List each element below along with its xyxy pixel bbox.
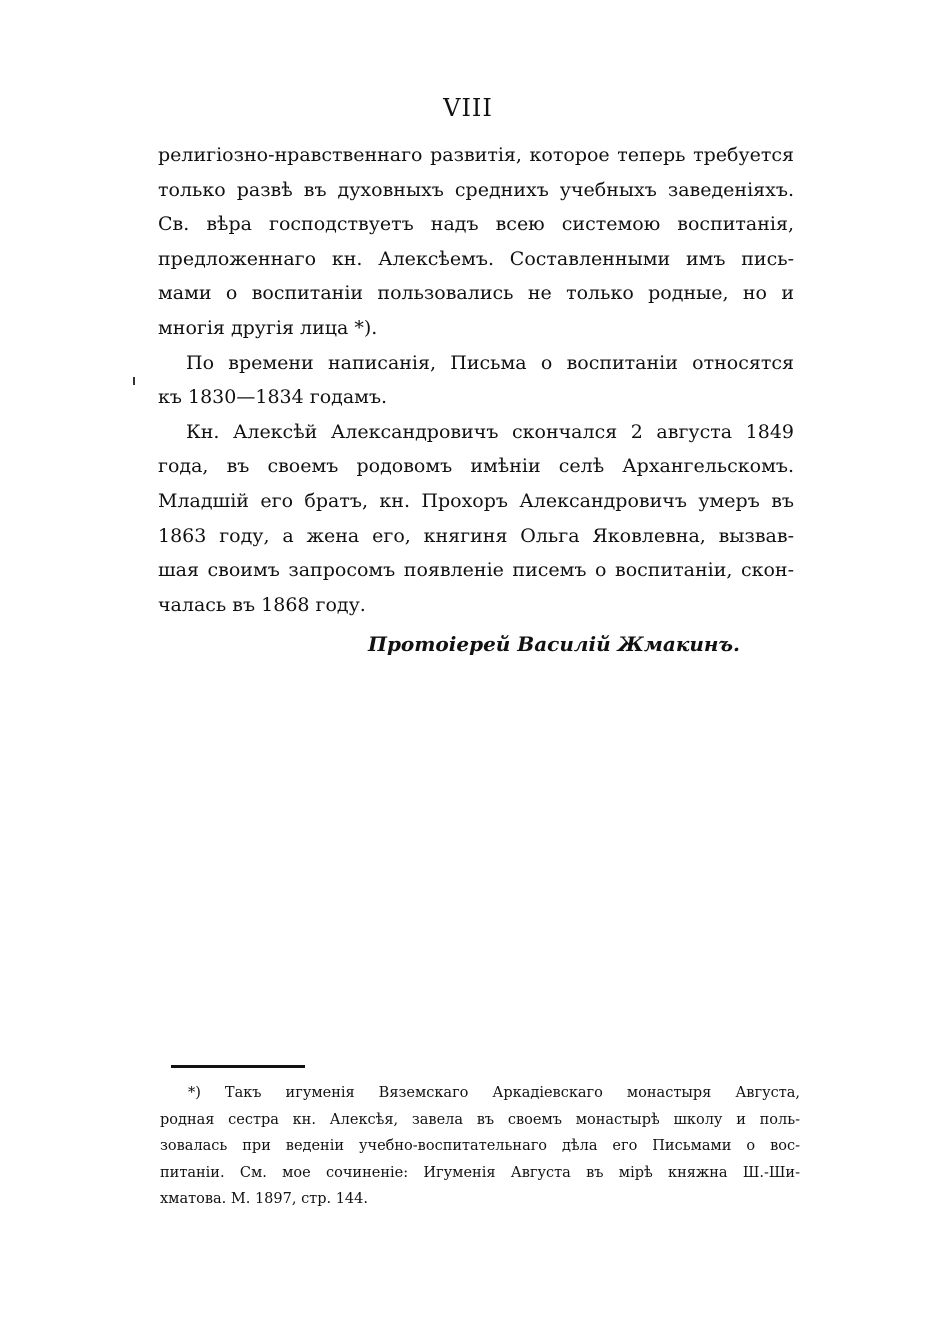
footnote-line: родная сестра кн. Алексѣя, завела въ своемъ монастырѣ школу и поль- (160, 1111, 800, 1128)
footnote-line: *) Такъ игуменiя Вяземскаго Аркадiевскаго монастыря Августа, (188, 1085, 800, 1101)
footnote-line: питанiи. См. мое сочиненiе: Игуменiя Августа въ мiрѣ княжна Ш.-Ши- (160, 1164, 800, 1181)
author-signature: Протоiерей Василiй Жмакинъ. (368, 632, 740, 656)
stray-print-mark (133, 377, 135, 385)
text-line: многiя другiя лица *). (158, 316, 378, 339)
text-line: религiозно-нравственнаго развитiя, которое теперь требуется (158, 144, 794, 166)
text-line: только развѣ въ духовныхъ среднихъ учебныхъ заведенiяхъ. (158, 178, 794, 201)
text-line: чалась въ 1868 году. (158, 593, 366, 616)
paragraph-1 (158, 138, 794, 346)
text-line: года, въ своемъ родовомъ имѣнiи селѣ Архангельскомъ. (158, 455, 794, 478)
text-line: къ 1830—1834 годамъ. (158, 386, 388, 409)
footnote-line: зовалась при веденiи учебно-воспитательнаго дѣла его Письмами о вос- (160, 1138, 800, 1154)
footnote (160, 1080, 800, 1213)
text-line: шая своимъ запросомъ появленiе писемъ о воспитанiи, скон- (158, 559, 794, 582)
footnote-divider (171, 1065, 305, 1068)
text-line: По времени написанiя, Письма о воспитанiи относятся (186, 351, 794, 374)
text-line: мами о воспитанiи пользовались не только родные, но и (158, 282, 794, 305)
text-line: Св. вѣра господствуетъ надъ всею системою воспитанiя, (158, 213, 794, 236)
text-line: Младшiй его братъ, кн. Прохоръ Александровичъ умеръ въ (158, 489, 794, 512)
paragraph-3 (158, 415, 794, 623)
text-line: 1863 году, а жена его, княгиня Ольга Яковлевна, вызвав- (158, 524, 794, 547)
main-text (158, 138, 794, 622)
text-line: Кн. Алексѣй Александровичъ скончался 2 августа 1849 (186, 420, 794, 443)
page-number: VIII (443, 94, 493, 122)
text-line: предложеннаго кн. Алексѣемъ. Составленными имъ пись- (158, 247, 794, 270)
footnote-line: хматова. М. 1897, стр. 144. (160, 1191, 368, 1207)
paragraph-2 (158, 346, 794, 415)
